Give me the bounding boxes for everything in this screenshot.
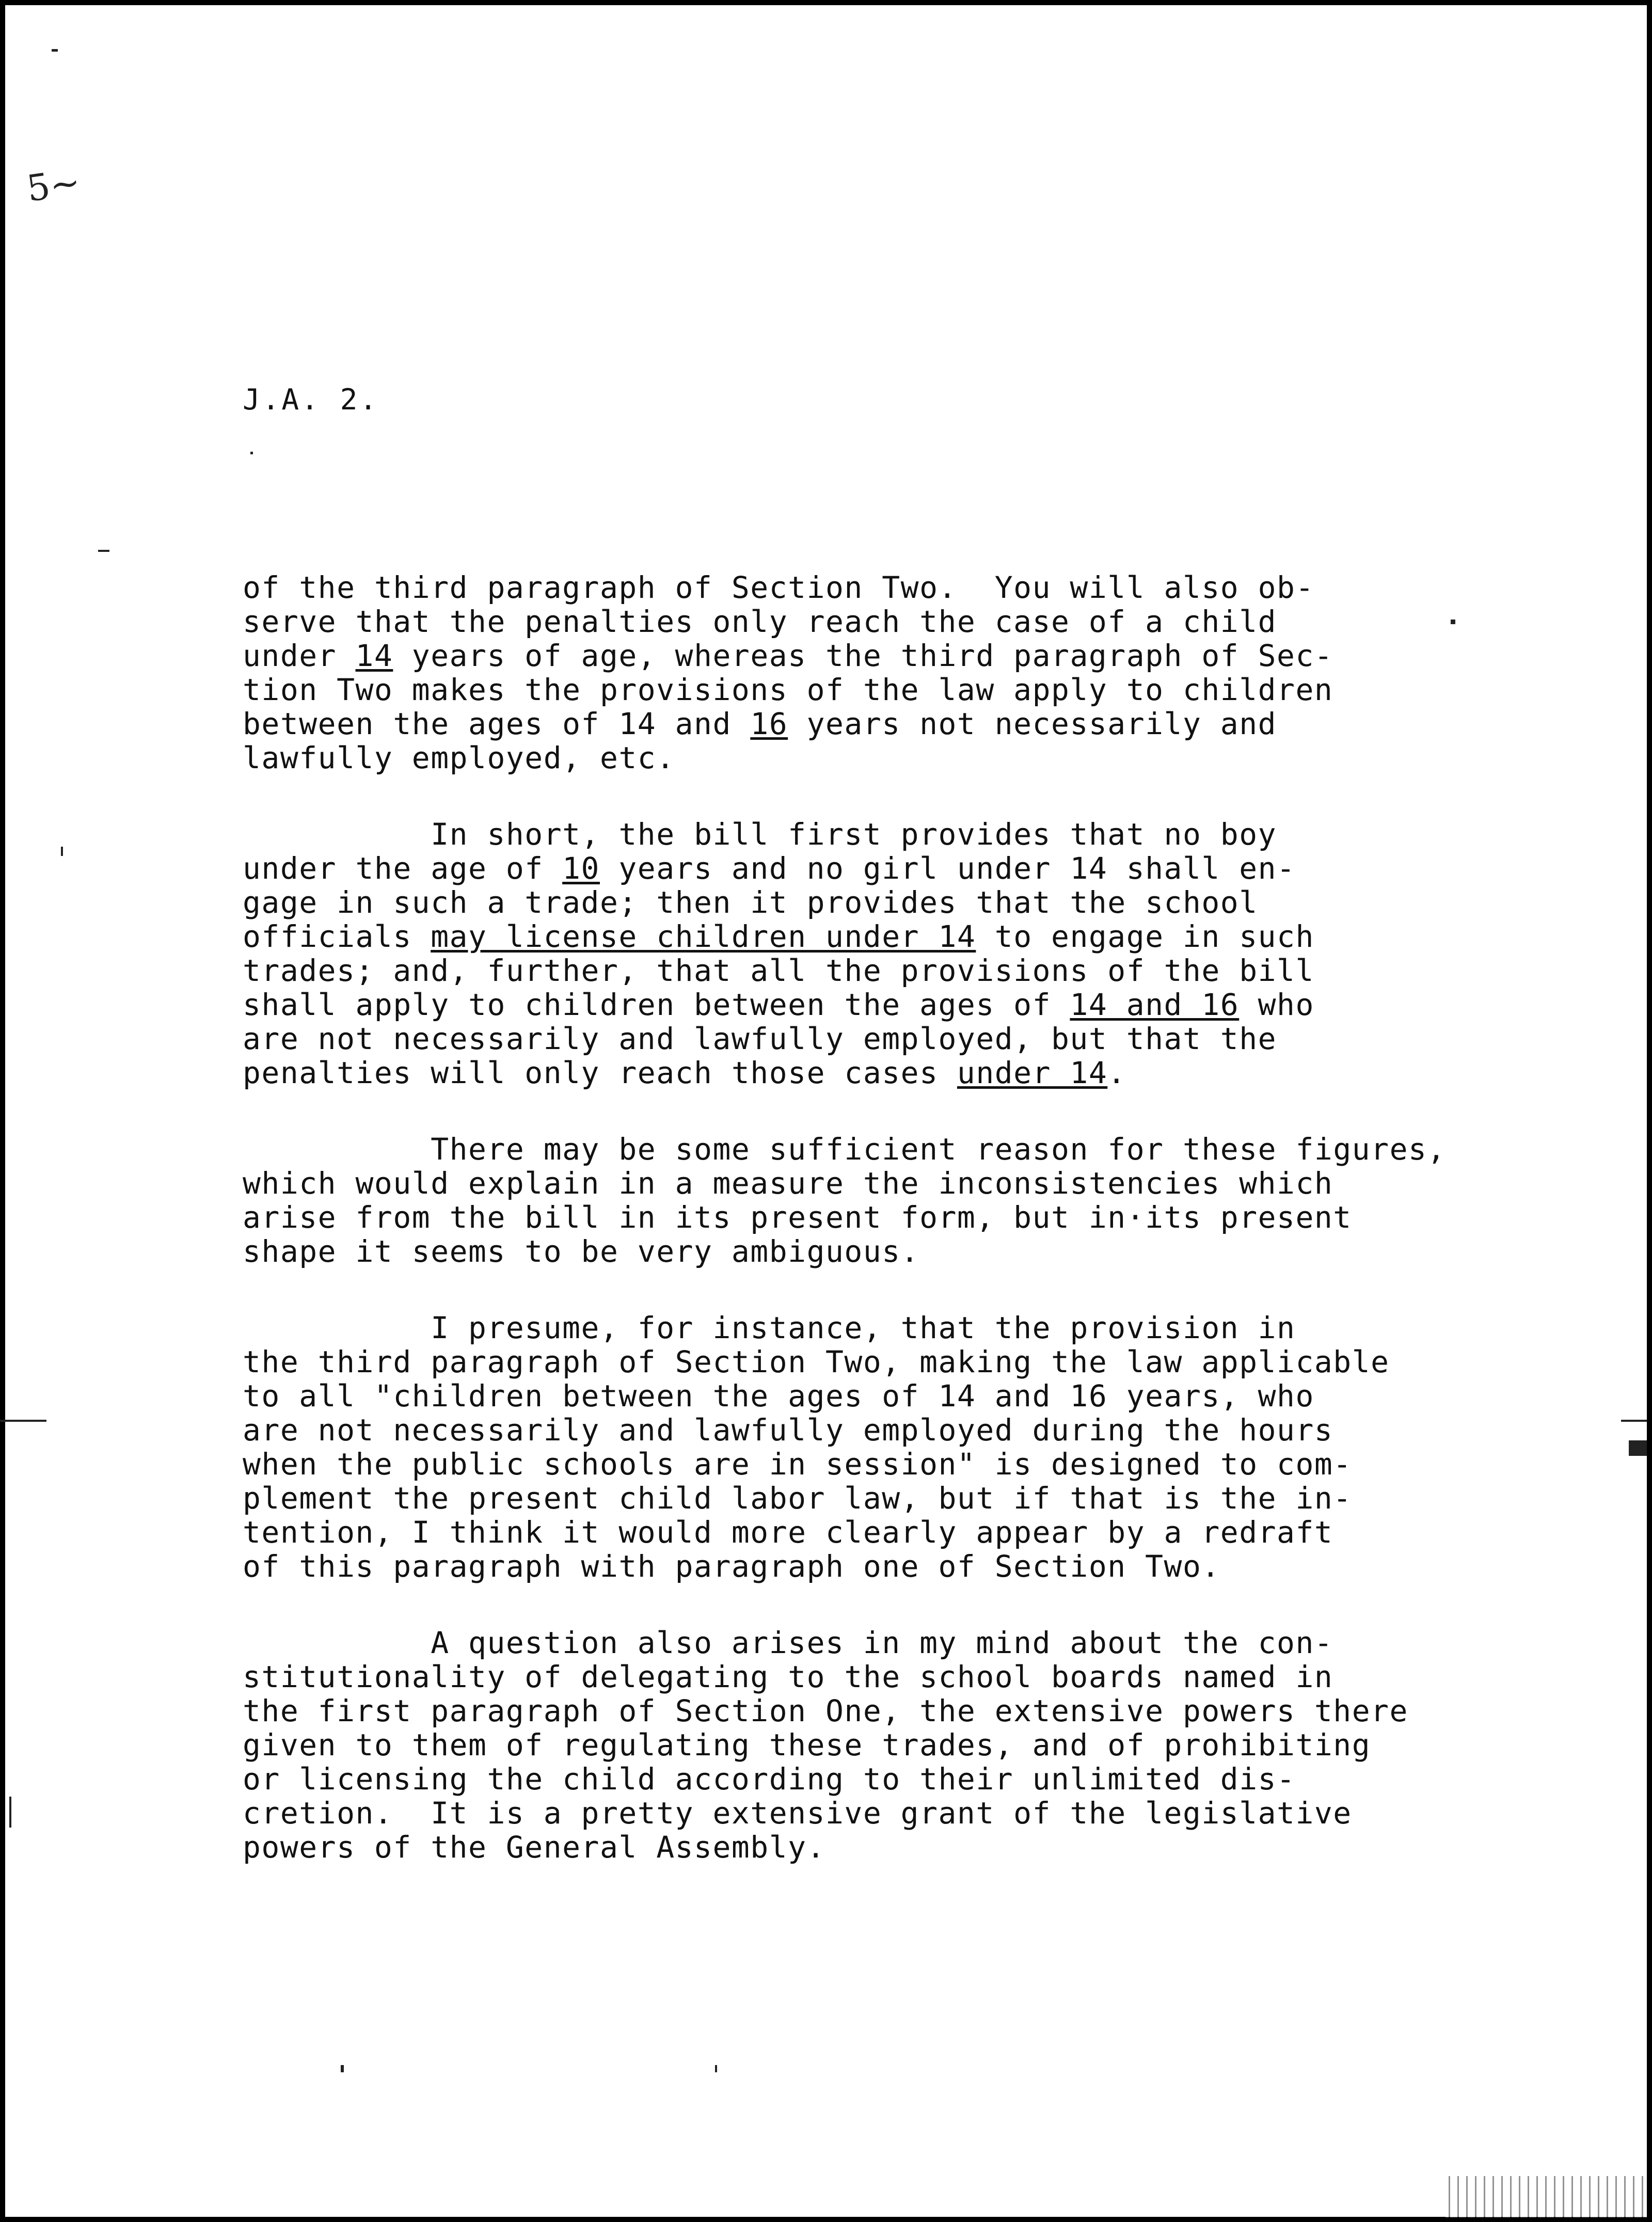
scan-border-bottom [0,2217,1652,2222]
paragraph [243,1311,1492,1583]
underlined-text: 10 [562,851,600,886]
scan-noise [1446,2176,1647,2217]
paragraph [243,1132,1492,1268]
scan-border-right [1647,0,1652,2222]
paragraph-text: years not necessarily and lawfully employed, etc. [243,706,1277,775]
underlined-text: 14 and 16 [1070,987,1240,1022]
scan-border-top [0,0,1652,5]
paragraph-text: . [1107,1055,1126,1090]
paragraph-text: A question also arises in my mind about the con- stitutionality of delegating to the school boards named in the first paragraph of Section One, the extensive powers there given to them of regulating these trades, and of prohibiting or licensing the child according to their unlimited dis- cretion. It is a pretty extensive grant of the legislative powers of the General Assembly. [243,1625,1408,1865]
scan-speck [0,1420,46,1422]
handwritten-margin-note: 5~ [24,161,83,210]
scan-speck [61,847,63,856]
scan-border-left [0,0,5,2222]
underlined-text: may license children under 14 [431,919,976,954]
scan-speck [250,452,253,454]
paragraph-text: of the third paragraph of Section Two. You will also ob- serve that the penalties only reach the case of a child under [243,570,1314,673]
page-reference: J.A. 2. [243,383,379,417]
scan-speck [341,2065,344,2072]
paragraph-text: to engage in such trades; and, further, that all the provisions of the bill shall apply to children between the ages of [243,919,1314,1022]
underlined-text: under 14 [957,1055,1108,1090]
paragraph-text: who are not necessarily and lawfully employed, but that the penalties will only reach those cases [243,987,1314,1090]
paragraph-text: In short, the bill first provides that no boy under the age of [243,817,1277,886]
paragraph-text: I presume, for instance, that the provision in the third paragraph of Section Two, making the law applicable to all "children between the ages of 14 and 16 years, who are not necessarily and lawfully employed during the hours when the public schools are in session" is designed to com- plement the present child labor law, but if that is the in- tention, I think it would more clearly appear by a redraft of this paragraph with paragraph one of Section Two. [243,1310,1390,1584]
scan-speck [715,2065,717,2072]
paragraph [243,570,1492,775]
scan-speck [1451,620,1455,624]
scan-speck [9,1797,11,1828]
scan-speck [98,550,109,552]
paragraph [243,817,1492,1090]
underlined-text: 14 [355,638,393,673]
scan-speck [1621,1420,1647,1422]
scan-speck [52,49,58,52]
paragraph-text: There may be some sufficient reason for these figures, which would explain in a measure the inconsistencies which arise from the bill in its present form, but in·its present shape it seems to be very ambiguous. [243,1132,1446,1269]
letter-body [243,570,1492,1907]
paragraph-text: years of age, whereas the third paragraph of Sec- tion Two makes the provisions of the law apply to children between the ages of 14 and [243,638,1333,741]
underlined-text: 16 [750,706,788,741]
paragraph-text: years and no girl under 14 shall en- gage in such a trade; then it provides that the school officials [243,851,1296,954]
paragraph [243,1626,1492,1864]
scan-speck [1629,1440,1647,1456]
